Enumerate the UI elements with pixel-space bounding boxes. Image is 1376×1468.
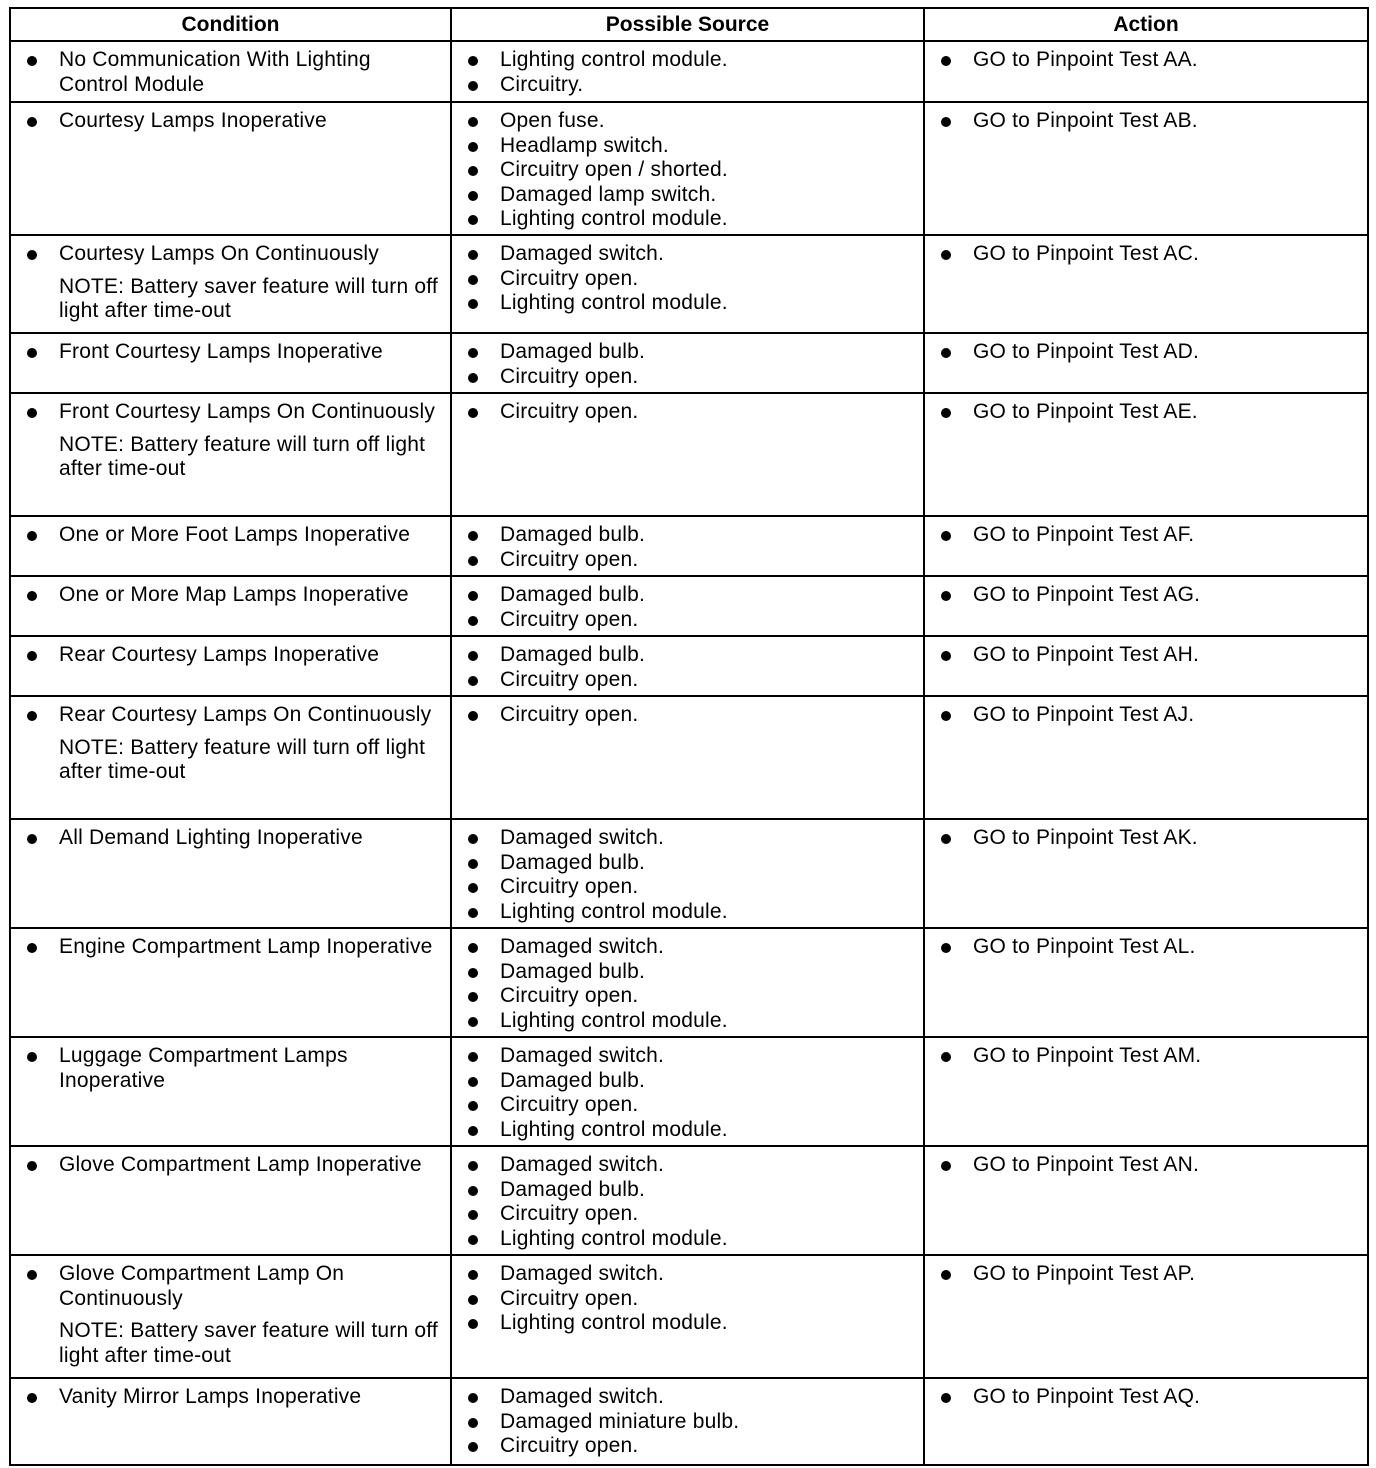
source-item: Circuitry open. (460, 400, 915, 425)
source-item: Damaged bulb. (460, 1069, 915, 1094)
condition-text: All Demand Lighting Inoperative (19, 826, 442, 851)
condition-header: Condition (10, 8, 451, 41)
possible-source-cell (451, 1146, 924, 1255)
table-row (10, 696, 1368, 819)
table-row (10, 636, 1368, 696)
condition-text: Courtesy Lamps Inoperative (19, 109, 442, 134)
condition-text: Glove Compartment Lamp Inoperative (19, 1153, 442, 1178)
source-item: Lighting control module. (460, 207, 915, 232)
condition-text: Rear Courtesy Lamps Inoperative (19, 643, 442, 668)
source-item: Circuitry open. (460, 1434, 915, 1459)
source-item: Lighting control module. (460, 1118, 915, 1143)
source-item: Circuitry open. (460, 668, 915, 693)
condition-cell (10, 1255, 451, 1378)
possible-source-cell (451, 235, 924, 333)
source-item: Damaged switch. (460, 935, 915, 960)
source-item: Damaged bulb. (460, 851, 915, 876)
action-text: GO to Pinpoint Test AE. (933, 400, 1359, 425)
condition-cell (10, 636, 451, 696)
condition-text: No Communication With Lighting Control Module (19, 48, 442, 97)
action-text: GO to Pinpoint Test AM. (933, 1044, 1359, 1069)
source-item: Circuitry open. (460, 1202, 915, 1227)
source-item: Circuitry open. (460, 1093, 915, 1118)
source-item: Circuitry open. (460, 548, 915, 573)
condition-text: Glove Compartment Lamp On Continuously (19, 1262, 442, 1311)
source-item: Damaged bulb. (460, 340, 915, 365)
condition-text: Engine Compartment Lamp Inoperative (19, 935, 442, 960)
action-text: GO to Pinpoint Test AB. (933, 109, 1359, 134)
source-item: Lighting control module. (460, 291, 915, 316)
condition-text: One or More Map Lamps Inoperative (19, 583, 442, 608)
condition-cell (10, 819, 451, 928)
action-cell (924, 819, 1368, 928)
source-item: Damaged switch. (460, 1153, 915, 1178)
action-text: GO to Pinpoint Test AJ. (933, 703, 1359, 728)
source-item: Damaged bulb. (460, 643, 915, 668)
table-row (10, 516, 1368, 576)
table-row (10, 393, 1368, 516)
action-cell (924, 928, 1368, 1037)
condition-text: Courtesy Lamps On Continuously (19, 242, 442, 267)
possible-source-cell (451, 576, 924, 636)
action-cell (924, 1146, 1368, 1255)
action-text: GO to Pinpoint Test AN. (933, 1153, 1359, 1178)
action-cell (924, 333, 1368, 393)
source-item: Damaged switch. (460, 826, 915, 851)
possible-source-cell (451, 1255, 924, 1378)
source-item: Circuitry open. (460, 608, 915, 633)
source-item: Circuitry. (460, 73, 915, 98)
action-cell (924, 516, 1368, 576)
action-cell (924, 235, 1368, 333)
possible-source-cell (451, 516, 924, 576)
action-text: GO to Pinpoint Test AH. (933, 643, 1359, 668)
source-item: Lighting control module. (460, 900, 915, 925)
source-item: Circuitry open / shorted. (460, 158, 915, 183)
source-item: Damaged switch. (460, 1385, 915, 1410)
source-item: Damaged lamp switch. (460, 183, 915, 208)
action-text: GO to Pinpoint Test AA. (933, 48, 1359, 73)
table-row (10, 1378, 1368, 1465)
possible-source-header: Possible Source (451, 8, 924, 41)
condition-cell (10, 1037, 451, 1146)
condition-note: NOTE: Battery saver feature will turn off light after time-out (59, 274, 438, 322)
source-item: Damaged miniature bulb. (460, 1410, 915, 1435)
action-text: GO to Pinpoint Test AQ. (933, 1385, 1359, 1410)
table-row (10, 102, 1368, 235)
possible-source-cell (451, 819, 924, 928)
possible-source-cell (451, 41, 924, 102)
action-text: GO to Pinpoint Test AD. (933, 340, 1359, 365)
source-item: Lighting control module. (460, 48, 915, 73)
possible-source-cell (451, 1378, 924, 1465)
table-row (10, 1037, 1368, 1146)
condition-cell (10, 102, 451, 235)
action-cell (924, 636, 1368, 696)
header-row (10, 8, 1368, 41)
action-cell (924, 576, 1368, 636)
action-text: GO to Pinpoint Test AC. (933, 242, 1359, 267)
action-header: Action (924, 8, 1368, 41)
source-item: Circuitry open. (460, 875, 915, 900)
action-cell (924, 1378, 1368, 1465)
condition-cell (10, 928, 451, 1037)
condition-cell (10, 576, 451, 636)
table-body (10, 41, 1368, 1465)
possible-source-cell (451, 393, 924, 516)
condition-text: Luggage Compartment Lamps Inoperative (19, 1044, 442, 1093)
source-item: Headlamp switch. (460, 134, 915, 159)
action-text: GO to Pinpoint Test AL. (933, 935, 1359, 960)
source-item: Damaged bulb. (460, 583, 915, 608)
source-item: Open fuse. (460, 109, 915, 134)
action-text: GO to Pinpoint Test AG. (933, 583, 1359, 608)
source-item: Circuitry open. (460, 703, 915, 728)
source-item: Circuitry open. (460, 984, 915, 1009)
possible-source-cell (451, 928, 924, 1037)
action-cell (924, 1255, 1368, 1378)
table-row (10, 41, 1368, 102)
source-item: Circuitry open. (460, 267, 915, 292)
condition-text: Front Courtesy Lamps Inoperative (19, 340, 442, 365)
condition-text: Front Courtesy Lamps On Continuously (19, 400, 442, 425)
source-item: Lighting control module. (460, 1009, 915, 1034)
possible-source-cell (451, 102, 924, 235)
source-item: Lighting control module. (460, 1311, 915, 1336)
condition-cell (10, 235, 451, 333)
action-text: GO to Pinpoint Test AK. (933, 826, 1359, 851)
source-item: Damaged switch. (460, 1262, 915, 1287)
source-item: Circuitry open. (460, 1287, 915, 1312)
condition-note: NOTE: Battery feature will turn off light after time-out (59, 432, 426, 480)
condition-text: Rear Courtesy Lamps On Continuously (19, 703, 442, 728)
source-item: Damaged bulb. (460, 1178, 915, 1203)
condition-cell (10, 41, 451, 102)
action-text: GO to Pinpoint Test AP. (933, 1262, 1359, 1287)
table-row (10, 576, 1368, 636)
source-item: Damaged switch. (460, 242, 915, 267)
possible-source-cell (451, 333, 924, 393)
condition-note: NOTE: Battery feature will turn off light after time-out (59, 735, 426, 783)
condition-cell (10, 1146, 451, 1255)
action-cell (924, 1037, 1368, 1146)
source-item: Damaged switch. (460, 1044, 915, 1069)
source-item: Damaged bulb. (460, 960, 915, 985)
condition-cell (10, 696, 451, 819)
table-row (10, 1146, 1368, 1255)
possible-source-cell (451, 696, 924, 819)
table-row (10, 1255, 1368, 1378)
action-cell (924, 102, 1368, 235)
table-row (10, 928, 1368, 1037)
condition-text: Vanity Mirror Lamps Inoperative (19, 1385, 442, 1410)
condition-text: One or More Foot Lamps Inoperative (19, 523, 442, 548)
possible-source-cell (451, 1037, 924, 1146)
source-item: Circuitry open. (460, 365, 915, 390)
action-text: GO to Pinpoint Test AF. (933, 523, 1359, 548)
source-item: Damaged bulb. (460, 523, 915, 548)
condition-cell (10, 516, 451, 576)
action-cell (924, 696, 1368, 819)
condition-cell (10, 1378, 451, 1465)
table-row (10, 819, 1368, 928)
action-cell (924, 41, 1368, 102)
condition-note: NOTE: Battery saver feature will turn off light after time-out (59, 1319, 438, 1367)
source-item: Lighting control module. (460, 1227, 915, 1252)
table-row (10, 235, 1368, 333)
diagnosis-table (9, 7, 1369, 1466)
action-cell (924, 393, 1368, 516)
condition-cell (10, 333, 451, 393)
possible-source-cell (451, 636, 924, 696)
table-row (10, 333, 1368, 393)
condition-cell (10, 393, 451, 516)
